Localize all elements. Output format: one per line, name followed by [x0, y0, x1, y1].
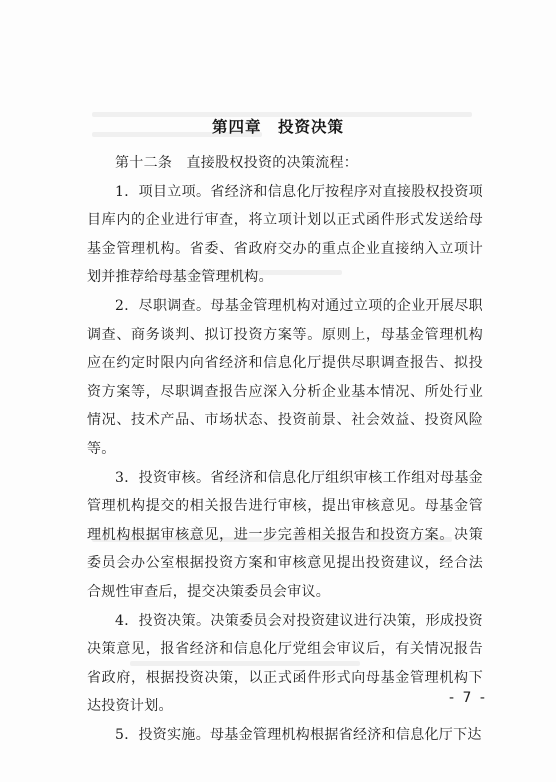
chapter-title: 第四章 投资决策: [211, 118, 344, 136]
paragraph-due-diligence: 2．尽职调查。母基金管理机构对通过立项的企业开展尽职调查、商务谈判、拟订投资方案等。原则上，母基金管理机构应在约定时限内向省经济和信息化厅提供尽职调查报告、拟投资方案等，尽职调查报告应深入分析企业基本情况、所处行业情况、技术产品、市场状态、投资前景、社会效益、投资风险等。: [87, 297, 483, 457]
paragraph-investment-decision: 4．投资决策。决策委员会对投资建议进行决策，形成投资决策意见，报省经济和信息化厅党组会审议后，有关情况报告省政府，根据投资决策，以正式函件形式向母基金管理机构下达投资计划。: [87, 612, 483, 715]
paragraph-project-initiation: 1．项目立项。省经济和信息化厅按程序对直接股权投资项目库内的企业进行审查，将立项计划以正式函件形式发送给母基金管理机构。省委、省政府交办的重点企业直接纳入立项计划并推荐给母基金管理机构。: [87, 183, 483, 286]
page-number: - 7 -: [449, 690, 487, 706]
article-heading: 第十二条 直接股权投资的决策流程：: [115, 155, 359, 171]
paragraph-investment-review: 3．投资审核。省经济和信息化厅组织审核工作组对母基金管理机构提交的相关报告进行审核，提出审核意见。母基金管理机构根据审核意见，进一步完善相关报告和投资方案。决策委员会办公室根据投资方案和审核意见提出投资建议，经合法合规性审查后，提交决策委员会审议。: [87, 469, 483, 600]
paragraph-investment-implementation: 5．投资实施。母基金管理机构根据省经济和信息化厅下达: [115, 726, 482, 743]
document-body: [87, 145, 483, 749]
